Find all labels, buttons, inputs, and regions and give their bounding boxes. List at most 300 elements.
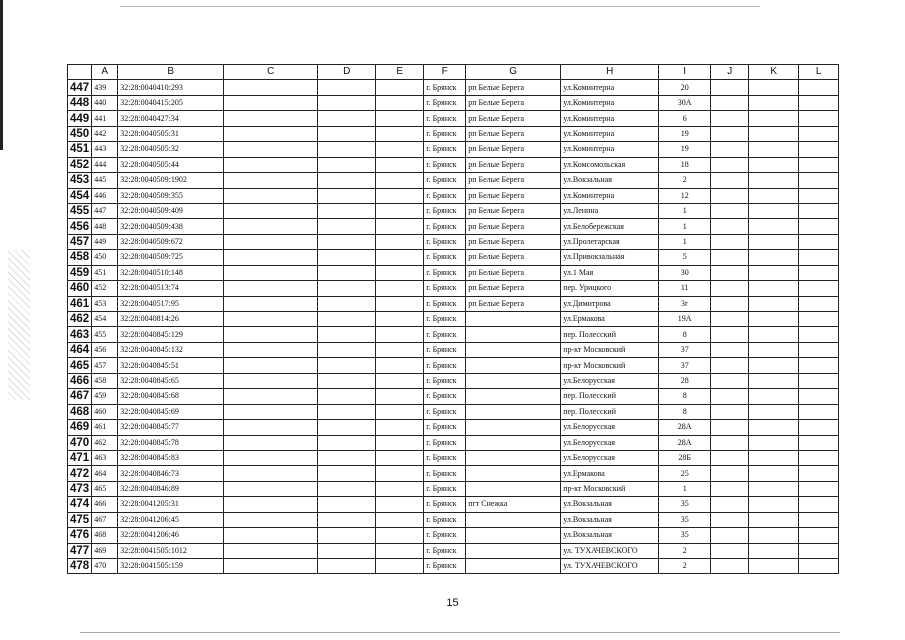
cell-c (224, 420, 318, 435)
cell-j (711, 188, 749, 203)
cell-g (466, 342, 561, 357)
cell-i: 28А (659, 420, 711, 435)
cell-c (224, 296, 318, 311)
cell-c (224, 450, 318, 465)
cell-g (466, 312, 561, 327)
cell-d (318, 173, 376, 188)
cell-j (711, 126, 749, 141)
cell-l (799, 265, 839, 280)
cell-g: рп Белые Берега (466, 142, 561, 157)
cell-c (224, 126, 318, 141)
cell-h: пр-кт Московский (561, 342, 659, 357)
cell-f: г. Брянск (424, 126, 466, 141)
cell-c (224, 358, 318, 373)
cell-l (799, 281, 839, 296)
cell-l (799, 80, 839, 95)
cell-k (749, 157, 799, 172)
cell-l (799, 296, 839, 311)
cell-e (376, 327, 424, 342)
cell-h: ул.Вокзальная (561, 173, 659, 188)
cell-i: 1 (659, 481, 711, 496)
cell-l (799, 142, 839, 157)
cell-f: г. Брянск (424, 420, 466, 435)
cell-i: 12 (659, 188, 711, 203)
cell-e (376, 173, 424, 188)
cell-i: 8 (659, 389, 711, 404)
cell-d (318, 219, 376, 234)
cell-l (799, 234, 839, 249)
cell-d (318, 420, 376, 435)
cell-h: ул.Коминтерна (561, 142, 659, 157)
cell-a: 443 (92, 142, 118, 157)
cell-g: рп Белые Берега (466, 234, 561, 249)
cell-g: рп Белые Берега (466, 126, 561, 141)
cell-k (749, 234, 799, 249)
cell-l (799, 358, 839, 373)
cell-c (224, 234, 318, 249)
cell-b: 32:28:0041206:45 (118, 512, 224, 527)
cell-h: пер. Полесский (561, 404, 659, 419)
cell-e (376, 512, 424, 527)
cell-f: г. Брянск (424, 543, 466, 558)
cell-d (318, 358, 376, 373)
cell-f: г. Брянск (424, 203, 466, 218)
cell-g (466, 358, 561, 373)
cell-h: ул.Димитрова (561, 296, 659, 311)
cell-c (224, 80, 318, 95)
cell-h: пер. Урицкого (561, 281, 659, 296)
cell-l (799, 312, 839, 327)
cell-d (318, 312, 376, 327)
cell-j (711, 481, 749, 496)
cell-i: 2 (659, 543, 711, 558)
cell-g (466, 450, 561, 465)
cell-a: 442 (92, 126, 118, 141)
row-number: 464 (68, 342, 92, 357)
cell-a: 444 (92, 157, 118, 172)
row-number: 468 (68, 404, 92, 419)
column-header-e: E (376, 65, 424, 80)
cell-h: ул.1 Мая (561, 265, 659, 280)
cell-c (224, 528, 318, 543)
cell-a: 463 (92, 450, 118, 465)
column-header-i: I (659, 65, 711, 80)
cell-k (749, 342, 799, 357)
table-row (68, 95, 839, 110)
cell-j (711, 219, 749, 234)
cell-e (376, 342, 424, 357)
scan-speckle (8, 250, 30, 400)
cell-d (318, 203, 376, 218)
cell-e (376, 497, 424, 512)
cell-i: 30 (659, 265, 711, 280)
cell-g: рп Белые Берега (466, 296, 561, 311)
cell-j (711, 528, 749, 543)
cell-b: 32:28:0040846:89 (118, 481, 224, 496)
cell-k (749, 358, 799, 373)
cell-j (711, 358, 749, 373)
cell-a: 457 (92, 358, 118, 373)
cell-j (711, 435, 749, 450)
cell-k (749, 481, 799, 496)
cell-j (711, 373, 749, 388)
cell-j (711, 95, 749, 110)
cell-l (799, 497, 839, 512)
cell-a: 439 (92, 80, 118, 95)
cell-e (376, 281, 424, 296)
column-header-d: D (318, 65, 376, 80)
table-row (68, 543, 839, 558)
cell-l (799, 466, 839, 481)
cell-i: 1 (659, 203, 711, 218)
cell-f: г. Брянск (424, 559, 466, 574)
cell-b: 32:28:0040845:78 (118, 435, 224, 450)
row-number: 450 (68, 126, 92, 141)
cell-b: 32:28:0040845:83 (118, 450, 224, 465)
cell-b: 32:28:0040845:51 (118, 358, 224, 373)
cell-h: ул.Ленина (561, 203, 659, 218)
cell-b: 32:28:0040509:725 (118, 250, 224, 265)
cell-l (799, 95, 839, 110)
cell-b: 32:28:0040509:672 (118, 234, 224, 249)
cell-l (799, 173, 839, 188)
cell-g (466, 327, 561, 342)
cell-k (749, 559, 799, 574)
cell-l (799, 126, 839, 141)
cell-j (711, 203, 749, 218)
cell-i: 18 (659, 157, 711, 172)
cell-c (224, 342, 318, 357)
table-row (68, 142, 839, 157)
cell-a: 447 (92, 203, 118, 218)
table-row (68, 420, 839, 435)
cell-k (749, 126, 799, 141)
cell-h: ул. ТУХАЧЕВСКОГО (561, 559, 659, 574)
cell-b: 32:28:0040509:438 (118, 219, 224, 234)
cell-b: 32:28:0040410:293 (118, 80, 224, 95)
cell-c (224, 466, 318, 481)
cell-i: 35 (659, 512, 711, 527)
cell-a: 470 (92, 559, 118, 574)
cell-k (749, 497, 799, 512)
cell-g (466, 435, 561, 450)
cell-d (318, 559, 376, 574)
cell-e (376, 142, 424, 157)
cell-h: ул.Привокзальная (561, 250, 659, 265)
cell-a: 446 (92, 188, 118, 203)
cell-g (466, 512, 561, 527)
scan-margin-bar (0, 0, 3, 150)
cell-e (376, 373, 424, 388)
cell-j (711, 389, 749, 404)
cell-i: 28Б (659, 450, 711, 465)
cell-a: 454 (92, 312, 118, 327)
cell-g: рп Белые Берега (466, 80, 561, 95)
cell-b: 32:28:0040845:65 (118, 373, 224, 388)
cell-j (711, 281, 749, 296)
cell-e (376, 203, 424, 218)
cell-e (376, 481, 424, 496)
cell-l (799, 203, 839, 218)
row-number: 470 (68, 435, 92, 450)
cell-e (376, 234, 424, 249)
cell-a: 459 (92, 389, 118, 404)
cell-j (711, 234, 749, 249)
cell-c (224, 111, 318, 126)
row-number: 448 (68, 95, 92, 110)
cell-c (224, 312, 318, 327)
cell-k (749, 173, 799, 188)
table-row (68, 481, 839, 496)
cell-d (318, 142, 376, 157)
cell-b: 32:28:0040513:74 (118, 281, 224, 296)
cell-b: 32:28:0040846:73 (118, 466, 224, 481)
cell-b: 32:28:0040509:1902 (118, 173, 224, 188)
cell-i: 28А (659, 435, 711, 450)
cell-f: г. Брянск (424, 80, 466, 95)
cell-f: г. Брянск (424, 528, 466, 543)
cell-l (799, 450, 839, 465)
cell-l (799, 373, 839, 388)
cell-b: 32:28:0040427:34 (118, 111, 224, 126)
cell-a: 469 (92, 543, 118, 558)
cell-c (224, 389, 318, 404)
cell-a: 464 (92, 466, 118, 481)
cell-k (749, 512, 799, 527)
cell-g: рп Белые Берега (466, 219, 561, 234)
cell-g: пгт Снежка (466, 497, 561, 512)
cell-i: 19 (659, 126, 711, 141)
table-row (68, 559, 839, 574)
cell-d (318, 512, 376, 527)
cell-g (466, 420, 561, 435)
table-row (68, 373, 839, 388)
cell-h: пер. Полесский (561, 389, 659, 404)
cell-f: г. Брянск (424, 157, 466, 172)
row-number: 449 (68, 111, 92, 126)
cell-h: ул.Белорусская (561, 435, 659, 450)
cell-e (376, 404, 424, 419)
table-row (68, 126, 839, 141)
cell-d (318, 281, 376, 296)
cell-l (799, 111, 839, 126)
cell-g: рп Белые Берега (466, 95, 561, 110)
cell-g: рп Белые Берега (466, 111, 561, 126)
cell-f: г. Брянск (424, 265, 466, 280)
cell-i: 19 (659, 142, 711, 157)
table-row (68, 173, 839, 188)
cell-k (749, 80, 799, 95)
cell-c (224, 188, 318, 203)
table-row (68, 157, 839, 172)
row-number: 474 (68, 497, 92, 512)
cell-c (224, 203, 318, 218)
cell-i: 28 (659, 373, 711, 388)
cell-j (711, 404, 749, 419)
cell-a: 448 (92, 219, 118, 234)
cell-d (318, 265, 376, 280)
cell-h: ул.Ермакова (561, 312, 659, 327)
table-row (68, 188, 839, 203)
cell-g (466, 466, 561, 481)
cell-e (376, 435, 424, 450)
cell-j (711, 111, 749, 126)
cell-e (376, 111, 424, 126)
cell-k (749, 312, 799, 327)
cell-a: 450 (92, 250, 118, 265)
cell-b: 32:28:0040509:409 (118, 203, 224, 218)
cell-l (799, 420, 839, 435)
cell-i: 37 (659, 358, 711, 373)
cell-f: г. Брянск (424, 404, 466, 419)
table-row (68, 512, 839, 527)
cell-c (224, 543, 318, 558)
cell-e (376, 265, 424, 280)
cell-f: г. Брянск (424, 219, 466, 234)
cell-f: г. Брянск (424, 497, 466, 512)
cell-d (318, 481, 376, 496)
cell-c (224, 327, 318, 342)
table-row (68, 111, 839, 126)
cell-g (466, 481, 561, 496)
table-body (68, 80, 839, 574)
cell-e (376, 219, 424, 234)
cell-c (224, 481, 318, 496)
cell-h: ул.Белорусская (561, 373, 659, 388)
cell-k (749, 250, 799, 265)
column-header-g: G (466, 65, 561, 80)
column-header-a: A (92, 65, 118, 80)
cell-g (466, 528, 561, 543)
table-row (68, 435, 839, 450)
column-header-row (68, 65, 839, 80)
column-header-b: B (118, 65, 224, 80)
cell-g: рп Белые Берега (466, 173, 561, 188)
cell-i: 2 (659, 173, 711, 188)
cell-e (376, 80, 424, 95)
cell-d (318, 497, 376, 512)
cell-g (466, 543, 561, 558)
cell-b: 32:28:0041505:1012 (118, 543, 224, 558)
cell-b: 32:28:0040509:355 (118, 188, 224, 203)
cell-j (711, 466, 749, 481)
cell-j (711, 420, 749, 435)
cell-i: 19А (659, 312, 711, 327)
cell-h: ул.Вокзальная (561, 512, 659, 527)
cell-f: г. Брянск (424, 450, 466, 465)
cell-h: пр-кт Московский (561, 481, 659, 496)
cell-c (224, 281, 318, 296)
row-number: 466 (68, 373, 92, 388)
table-row (68, 342, 839, 357)
cell-e (376, 126, 424, 141)
cell-k (749, 435, 799, 450)
cell-b: 32:28:0041505:159 (118, 559, 224, 574)
cell-g (466, 559, 561, 574)
row-number: 458 (68, 250, 92, 265)
row-number: 454 (68, 188, 92, 203)
cell-i: 37 (659, 342, 711, 357)
cell-l (799, 188, 839, 203)
cell-f: г. Брянск (424, 481, 466, 496)
cell-d (318, 296, 376, 311)
cell-k (749, 281, 799, 296)
scan-bottom-rule (80, 632, 840, 633)
cell-g: рп Белые Берега (466, 188, 561, 203)
cell-j (711, 543, 749, 558)
cell-k (749, 420, 799, 435)
table-row (68, 219, 839, 234)
cell-c (224, 142, 318, 157)
cell-f: г. Брянск (424, 111, 466, 126)
column-header-c: C (224, 65, 318, 80)
cell-d (318, 373, 376, 388)
row-number: 460 (68, 281, 92, 296)
cell-b: 32:28:0040505:31 (118, 126, 224, 141)
cell-b: 32:28:0040845:77 (118, 420, 224, 435)
cell-h: ул.Коминтерна (561, 126, 659, 141)
cell-e (376, 543, 424, 558)
cell-i: 8 (659, 404, 711, 419)
cell-g (466, 373, 561, 388)
table-row (68, 296, 839, 311)
cell-f: г. Брянск (424, 358, 466, 373)
cell-k (749, 466, 799, 481)
table-row (68, 497, 839, 512)
cell-j (711, 497, 749, 512)
cell-e (376, 450, 424, 465)
cell-l (799, 157, 839, 172)
cell-l (799, 327, 839, 342)
cell-j (711, 342, 749, 357)
cell-l (799, 250, 839, 265)
cell-j (711, 512, 749, 527)
cell-c (224, 250, 318, 265)
cell-h: ул.Коминтерна (561, 111, 659, 126)
cell-b: 32:28:0040845:132 (118, 342, 224, 357)
cell-k (749, 219, 799, 234)
cell-k (749, 543, 799, 558)
column-header-j: J (711, 65, 749, 80)
cell-f: г. Брянск (424, 512, 466, 527)
table-row (68, 265, 839, 280)
cell-g (466, 404, 561, 419)
cell-j (711, 559, 749, 574)
cell-d (318, 126, 376, 141)
cell-f: г. Брянск (424, 327, 466, 342)
cell-i: 20 (659, 80, 711, 95)
cell-d (318, 404, 376, 419)
cell-h: пр-кт Московский (561, 358, 659, 373)
cell-b: 32:28:0040845:68 (118, 389, 224, 404)
cell-j (711, 250, 749, 265)
cell-f: г. Брянск (424, 188, 466, 203)
cell-b: 32:28:0040517:95 (118, 296, 224, 311)
cell-d (318, 95, 376, 110)
row-number: 451 (68, 142, 92, 157)
cell-k (749, 111, 799, 126)
cell-d (318, 188, 376, 203)
cell-l (799, 435, 839, 450)
cell-e (376, 312, 424, 327)
cell-b: 32:28:0040814:26 (118, 312, 224, 327)
cell-j (711, 312, 749, 327)
cell-k (749, 296, 799, 311)
cell-k (749, 142, 799, 157)
cell-e (376, 157, 424, 172)
cell-c (224, 373, 318, 388)
cell-l (799, 512, 839, 527)
